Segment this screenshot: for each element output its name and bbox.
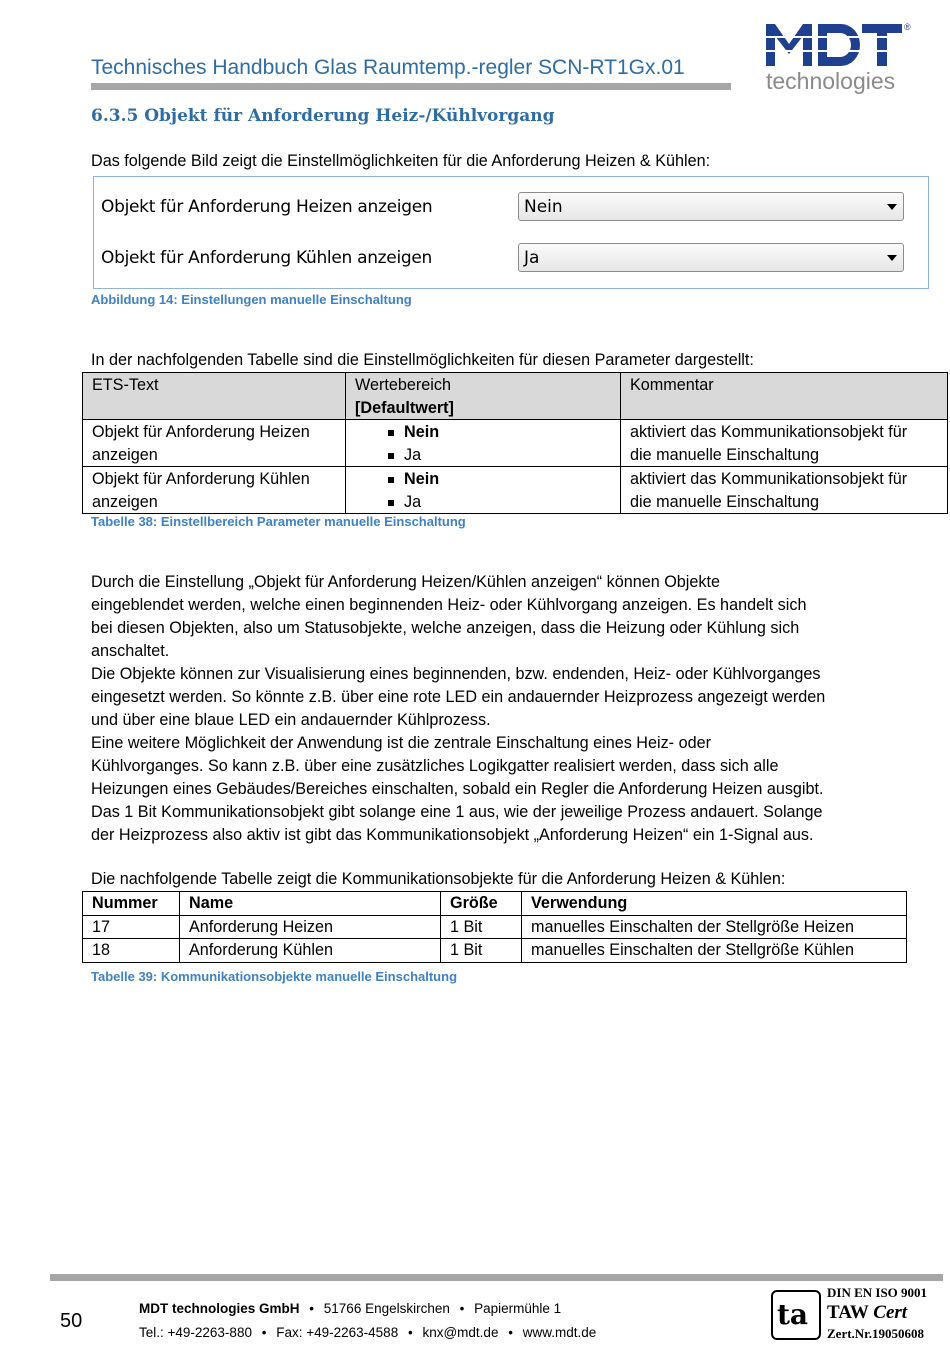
body-line: Die Objekte können zur Visualisierung eines beginnenden, bzw. endenden, Heiz- oder Kühlvorganges [91, 665, 821, 683]
figure-caption: Abbildung 14: Einstellungen manuelle Einschaltung [91, 292, 412, 307]
footer-separator: • [261, 1325, 267, 1340]
cell-groesse: 1 Bit [441, 939, 522, 963]
body-line: eingeblendet werden, welche einen beginnenden Heiz- oder Kühlvorgang anzeigen. Es handelt sich [91, 596, 807, 614]
cell-nummer: 17 [83, 915, 180, 939]
option-label: Nein [404, 470, 440, 488]
cell-nummer: 18 [83, 939, 180, 963]
select-kuehlen-value: Ja [524, 248, 540, 268]
row-options [346, 420, 621, 467]
header-divider [91, 83, 731, 90]
footer-fax: Fax: +49-2263-4588 [276, 1325, 399, 1340]
select-kuehlen[interactable] [518, 243, 904, 272]
table-header-row [83, 892, 907, 916]
certification-badge [771, 1285, 936, 1345]
header-wertebereich-label: Wertebereich [355, 376, 451, 394]
option [355, 444, 611, 467]
row-text-line: anzeigen [92, 445, 158, 464]
row-options [346, 467, 621, 514]
header-ets-text: ETS-Text [83, 373, 346, 420]
footer-separator: • [508, 1325, 513, 1340]
cert-issuer-name: TAW [827, 1302, 869, 1323]
option-default [355, 468, 611, 491]
option-label: Nein [404, 423, 440, 441]
table39-intro: Die nachfolgende Tabelle zeigt die Kommunikationsobjekte für die Anforderung Heizen & Kühlen: [91, 870, 786, 888]
option-default [355, 421, 611, 444]
footer-city: 51766 Engelskirchen [323, 1301, 450, 1316]
comment-line: die manuelle Einschaltung [630, 492, 819, 511]
document-title: Technisches Handbuch Glas Raumtemp.-regler SCN-RT1Gx.01 [91, 56, 685, 79]
footer-separator: • [459, 1301, 465, 1316]
cell-name: Anforderung Kühlen [180, 939, 441, 963]
comment-line: aktiviert das Kommunikationsobjekt für [630, 423, 908, 441]
parameter-table [82, 372, 948, 514]
cell-groesse: 1 Bit [441, 915, 522, 939]
footer-company: MDT technologies GmbH [139, 1301, 300, 1316]
cert-issuer [827, 1302, 907, 1324]
cell-verwendung: manuelles Einschalten der Stellgröße Kühlen [522, 939, 907, 963]
setting-label-heizen: Objekt für Anforderung Heizen anzeigen [101, 197, 433, 217]
settings-dialog [93, 176, 929, 289]
option [355, 491, 611, 514]
row-text-line: Objekt für Anforderung Heizen [92, 423, 310, 441]
header-defaultwert-label: [Defaultwert] [355, 398, 454, 417]
table-header-row [83, 373, 948, 420]
body-line: Das 1 Bit Kommunikationsobjekt gibt solange eine 1 aus, wie der jeweilige Prozess andauert. Solange [91, 803, 823, 821]
body-line: eingesetzt werden. So könnte z.B. über eine rote LED ein andauernder Heizprozess angezeigt werden [91, 688, 826, 706]
row-text [83, 420, 346, 467]
table-row [83, 420, 948, 467]
comment-line: die manuelle Einschaltung [630, 445, 819, 464]
mdt-logo-mark [764, 22, 904, 68]
row-text [83, 467, 346, 514]
cert-standard: DIN EN ISO 9001 [827, 1285, 928, 1300]
footer-web: www.mdt.de [522, 1325, 597, 1340]
table38-intro: In der nachfolgenden Tabelle sind die Einstellmöglichkeiten für diesen Parameter dargestellt: [91, 351, 754, 369]
body-line: Durch die Einstellung „Objekt für Anforderung Heizen/Kühlen anzeigen“ können Objekte [91, 573, 720, 591]
body-line: bei diesen Objekten, also um Statusobjekte, welche anzeigen, dass die Heizung oder Kühlung sich [91, 619, 800, 637]
cert-number: Zert.Nr.19050608 [827, 1326, 925, 1341]
header-verwendung: Verwendung [522, 892, 907, 916]
header-wertebereich [346, 373, 621, 420]
page-number: 50 [60, 1310, 83, 1332]
body-line: anschaltet. [91, 642, 170, 660]
select-heizen-value: Nein [524, 197, 563, 217]
body-line: Kühlvorganges. So kann z.B. über eine zusätzliches Logikgatter realisiert werden, dass sich alle [91, 757, 779, 775]
body-paragraph [91, 571, 825, 847]
footer-divider [50, 1274, 943, 1281]
option-label: Ja [404, 445, 422, 464]
header-nummer: Nummer [83, 892, 180, 916]
header-name: Name [180, 892, 441, 916]
registered-mark: ® [904, 22, 911, 32]
footer-contact [139, 1325, 596, 1340]
mdt-logo [764, 22, 914, 98]
row-comment [621, 467, 948, 514]
body-line: Heizungen eines Gebäudes/Bereiches einschalten, sobald ein Regler die Anforderung Heizen ausgibt. [91, 780, 824, 798]
cert-issuer-suffix: Cert [873, 1302, 908, 1323]
table39-caption: Tabelle 39: Kommunikationsobjekte manuelle Einschaltung [91, 969, 458, 984]
option-label: Ja [404, 492, 422, 511]
cell-verwendung: manuelles Einschalten der Stellgröße Heizen [522, 915, 907, 939]
row-comment [621, 420, 948, 467]
table-row [83, 467, 948, 514]
footer-street: Papiermühle 1 [474, 1301, 562, 1316]
chevron-down-icon [887, 204, 897, 210]
select-heizen[interactable] [518, 192, 904, 221]
footer-address [139, 1301, 561, 1316]
intro-paragraph: Das folgende Bild zeigt die Einstellmöglichkeiten für die Anforderung Heizen & Kühlen: [91, 152, 711, 170]
footer-tel: Tel.: +49-2263-880 [139, 1325, 252, 1340]
section-heading: 6.3.5 Objekt für Anforderung Heiz-/Kühlvorgang [91, 106, 555, 126]
body-line: der Heizprozess also aktiv ist gibt das Kommunikationsobjekt „Anforderung Heizen“ ein 1-Signal aus. [91, 826, 814, 844]
body-line: und über eine blaue LED ein andauernder Kühlprozess. [91, 711, 491, 729]
footer-email: knx@mdt.de [422, 1325, 499, 1340]
table-row [83, 915, 907, 939]
header-groesse: Größe [441, 892, 522, 916]
header-kommentar: Kommentar [621, 373, 948, 420]
comment-line: aktiviert das Kommunikationsobjekt für [630, 470, 908, 488]
chevron-down-icon [887, 255, 897, 261]
footer-separator: • [407, 1325, 413, 1340]
taw-cert-glyph: ta [777, 1298, 809, 1331]
table38-caption: Tabelle 38: Einstellbereich Parameter manuelle Einschaltung [91, 514, 466, 529]
row-text-line: Objekt für Anforderung Kühlen [92, 470, 310, 488]
communication-objects-table [82, 891, 907, 963]
cell-name: Anforderung Heizen [180, 915, 441, 939]
taw-cert-icon [771, 1290, 821, 1340]
table-row [83, 939, 907, 963]
logo-subtext: technologies [766, 68, 896, 94]
setting-label-kuehlen: Objekt für Anforderung Kühlen anzeigen [101, 248, 433, 268]
footer-separator: • [309, 1301, 315, 1316]
body-line: Eine weitere Möglichkeit der Anwendung ist die zentrale Einschaltung eines Heiz- oder [91, 734, 711, 752]
row-text-line: anzeigen [92, 492, 158, 511]
